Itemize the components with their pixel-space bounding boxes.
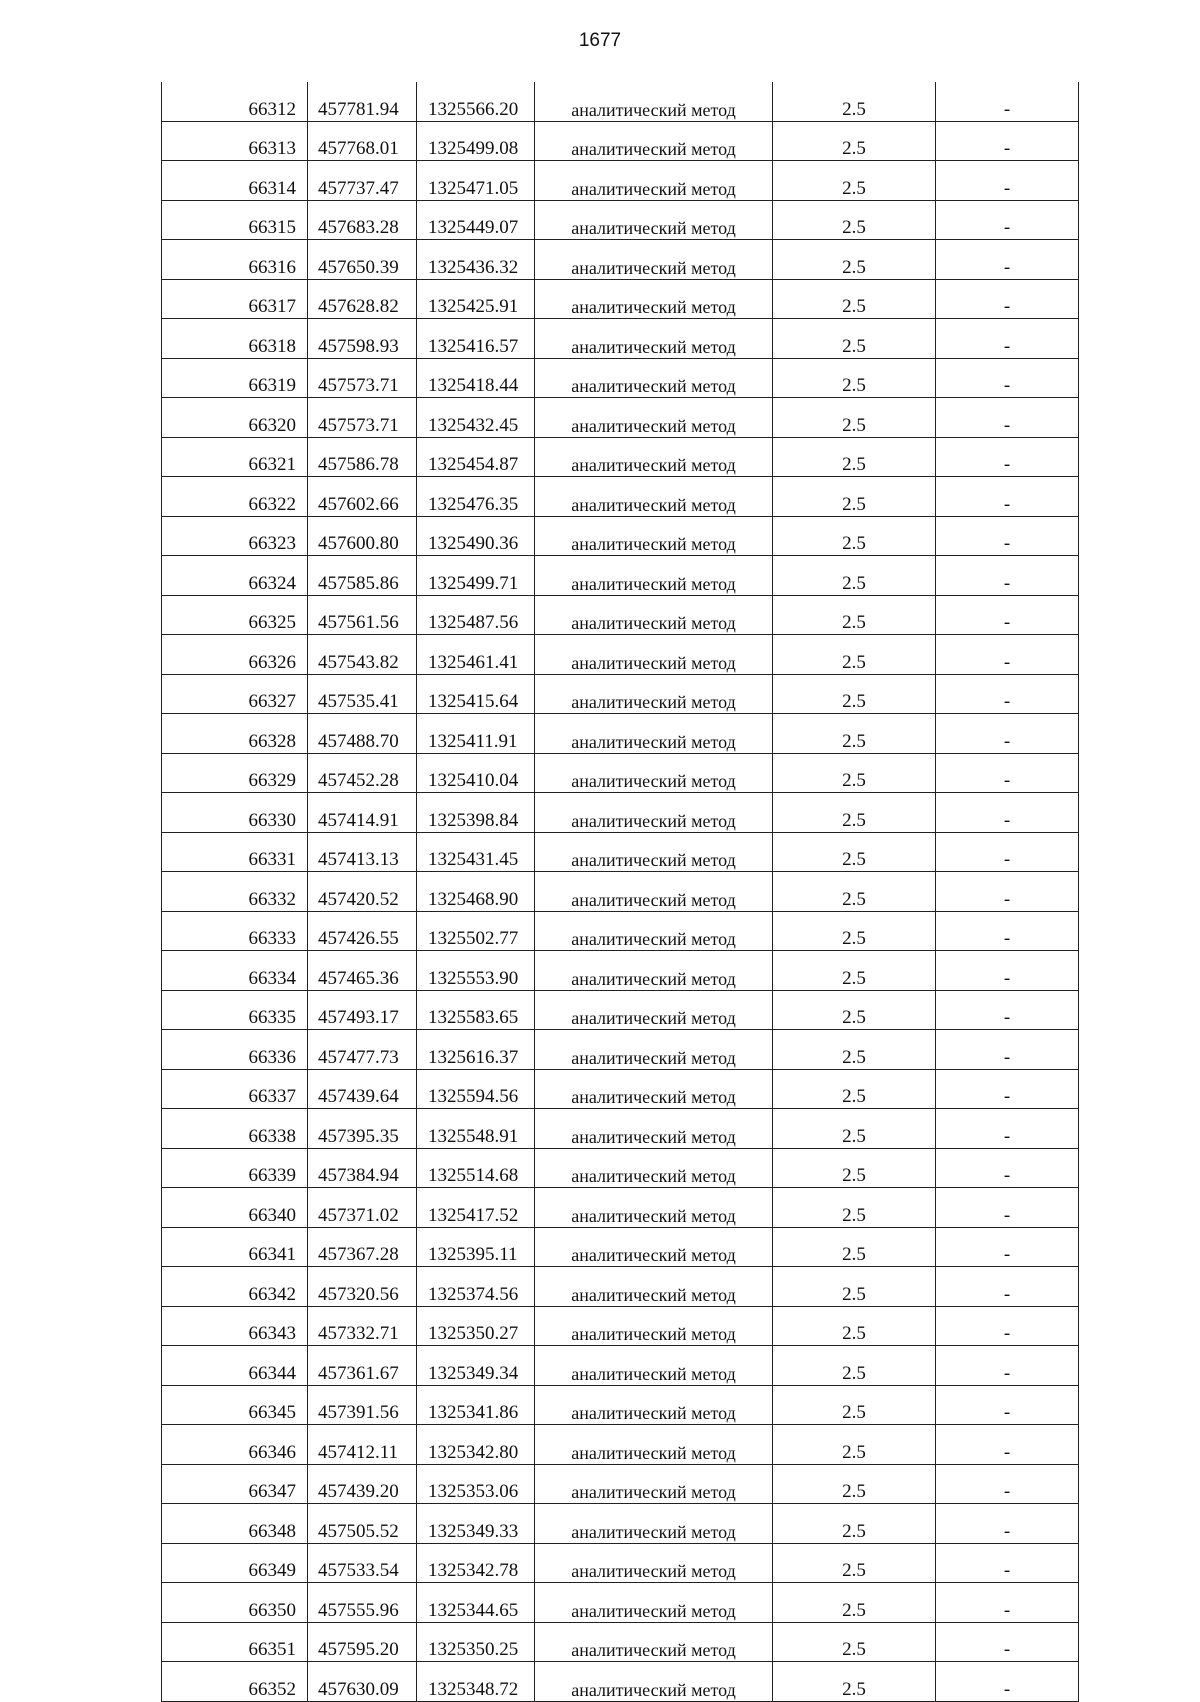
x-coordinate-cell: 457452.28: [308, 753, 417, 793]
table-row: [162, 516, 1079, 556]
y-coordinate-cell: 1325548.91: [417, 1109, 535, 1149]
point-number-cell: 66339: [162, 1148, 308, 1188]
point-number-cell: 66340: [162, 1188, 308, 1228]
y-coordinate-cell: 1325468.90: [417, 872, 535, 912]
x-coordinate-cell: 457477.73: [308, 1030, 417, 1070]
note-cell: -: [936, 1306, 1079, 1346]
y-coordinate-cell: 1325449.07: [417, 200, 535, 240]
x-coordinate-cell: 457371.02: [308, 1188, 417, 1228]
accuracy-cell: 2.5: [773, 1543, 936, 1583]
x-coordinate-cell: 457586.78: [308, 437, 417, 477]
y-coordinate-cell: 1325342.78: [417, 1543, 535, 1583]
accuracy-cell: 2.5: [773, 872, 936, 912]
y-coordinate-cell: 1325490.36: [417, 516, 535, 556]
table-row: [162, 319, 1079, 359]
table-row: [162, 1030, 1079, 1070]
method-cell: аналитический метод: [535, 1464, 773, 1504]
point-number-cell: 66313: [162, 121, 308, 161]
x-coordinate-cell: 457573.71: [308, 358, 417, 398]
note-cell: -: [936, 1662, 1079, 1702]
accuracy-cell: 2.5: [773, 437, 936, 477]
point-number-cell: 66342: [162, 1267, 308, 1307]
method-cell: аналитический метод: [535, 121, 773, 161]
table-row: [162, 1504, 1079, 1544]
point-number-cell: 66317: [162, 279, 308, 319]
table-row: [162, 398, 1079, 438]
y-coordinate-cell: 1325410.04: [417, 753, 535, 793]
note-cell: -: [936, 1385, 1079, 1425]
x-coordinate-cell: 457737.47: [308, 161, 417, 201]
note-cell: -: [936, 516, 1079, 556]
x-coordinate-cell: 457561.56: [308, 595, 417, 635]
y-coordinate-cell: 1325476.35: [417, 477, 535, 517]
method-cell: аналитический метод: [535, 1030, 773, 1070]
note-cell: -: [936, 1583, 1079, 1623]
note-cell: -: [936, 556, 1079, 596]
point-number-cell: 66345: [162, 1385, 308, 1425]
note-cell: -: [936, 1346, 1079, 1386]
x-coordinate-cell: 457650.39: [308, 240, 417, 280]
method-cell: аналитический метод: [535, 872, 773, 912]
note-cell: -: [936, 1227, 1079, 1267]
method-cell: аналитический метод: [535, 990, 773, 1030]
accuracy-cell: 2.5: [773, 240, 936, 280]
accuracy-cell: 2.5: [773, 556, 936, 596]
method-cell: аналитический метод: [535, 635, 773, 675]
table-row: [162, 1385, 1079, 1425]
note-cell: -: [936, 753, 1079, 793]
point-number-cell: 66314: [162, 161, 308, 201]
table-row: [162, 1543, 1079, 1583]
note-cell: -: [936, 674, 1079, 714]
method-cell: аналитический метод: [535, 595, 773, 635]
method-cell: аналитический метод: [535, 714, 773, 754]
method-cell: аналитический метод: [535, 1109, 773, 1149]
table-row: [162, 1188, 1079, 1228]
method-cell: аналитический метод: [535, 1504, 773, 1544]
table-row: [162, 1227, 1079, 1267]
y-coordinate-cell: 1325418.44: [417, 358, 535, 398]
method-cell: аналитический метод: [535, 398, 773, 438]
x-coordinate-cell: 457505.52: [308, 1504, 417, 1544]
y-coordinate-cell: 1325341.86: [417, 1385, 535, 1425]
accuracy-cell: 2.5: [773, 1306, 936, 1346]
table-row: [162, 1069, 1079, 1109]
point-number-cell: 66325: [162, 595, 308, 635]
y-coordinate-cell: 1325454.87: [417, 437, 535, 477]
table-row: [162, 832, 1079, 872]
point-number-cell: 66346: [162, 1425, 308, 1465]
x-coordinate-cell: 457602.66: [308, 477, 417, 517]
accuracy-cell: 2.5: [773, 1385, 936, 1425]
y-coordinate-cell: 1325374.56: [417, 1267, 535, 1307]
y-coordinate-cell: 1325514.68: [417, 1148, 535, 1188]
method-cell: аналитический метод: [535, 437, 773, 477]
table-row: [162, 437, 1079, 477]
point-number-cell: 66312: [162, 82, 308, 121]
accuracy-cell: 2.5: [773, 1583, 936, 1623]
table-row: [162, 793, 1079, 833]
method-cell: аналитический метод: [535, 1346, 773, 1386]
x-coordinate-cell: 457361.67: [308, 1346, 417, 1386]
point-number-cell: 66328: [162, 714, 308, 754]
x-coordinate-cell: 457595.20: [308, 1622, 417, 1662]
method-cell: аналитический метод: [535, 674, 773, 714]
note-cell: -: [936, 872, 1079, 912]
y-coordinate-cell: 1325583.65: [417, 990, 535, 1030]
accuracy-cell: 2.5: [773, 516, 936, 556]
method-cell: аналитический метод: [535, 1148, 773, 1188]
y-coordinate-cell: 1325432.45: [417, 398, 535, 438]
y-coordinate-cell: 1325431.45: [417, 832, 535, 872]
note-cell: -: [936, 595, 1079, 635]
accuracy-cell: 2.5: [773, 398, 936, 438]
note-cell: -: [936, 1188, 1079, 1228]
method-cell: аналитический метод: [535, 1543, 773, 1583]
accuracy-cell: 2.5: [773, 161, 936, 201]
note-cell: -: [936, 714, 1079, 754]
note-cell: -: [936, 82, 1079, 121]
x-coordinate-cell: 457493.17: [308, 990, 417, 1030]
note-cell: -: [936, 1622, 1079, 1662]
y-coordinate-cell: 1325344.65: [417, 1583, 535, 1623]
note-cell: -: [936, 911, 1079, 951]
y-coordinate-cell: 1325349.33: [417, 1504, 535, 1544]
note-cell: -: [936, 1267, 1079, 1307]
y-coordinate-cell: 1325499.08: [417, 121, 535, 161]
note-cell: -: [936, 1109, 1079, 1149]
accuracy-cell: 2.5: [773, 200, 936, 240]
x-coordinate-cell: 457598.93: [308, 319, 417, 359]
y-coordinate-cell: 1325461.41: [417, 635, 535, 675]
method-cell: аналитический метод: [535, 240, 773, 280]
y-coordinate-cell: 1325353.06: [417, 1464, 535, 1504]
note-cell: -: [936, 1030, 1079, 1070]
point-number-cell: 66316: [162, 240, 308, 280]
accuracy-cell: 2.5: [773, 1148, 936, 1188]
method-cell: аналитический метод: [535, 1306, 773, 1346]
method-cell: аналитический метод: [535, 1227, 773, 1267]
table-row: [162, 1346, 1079, 1386]
method-cell: аналитический метод: [535, 1425, 773, 1465]
note-cell: -: [936, 398, 1079, 438]
method-cell: аналитический метод: [535, 753, 773, 793]
accuracy-cell: 2.5: [773, 951, 936, 991]
note-cell: -: [936, 1504, 1079, 1544]
y-coordinate-cell: 1325342.80: [417, 1425, 535, 1465]
point-number-cell: 66352: [162, 1662, 308, 1702]
point-number-cell: 66330: [162, 793, 308, 833]
table-row: [162, 951, 1079, 991]
point-number-cell: 66348: [162, 1504, 308, 1544]
x-coordinate-cell: 457585.86: [308, 556, 417, 596]
y-coordinate-cell: 1325594.56: [417, 1069, 535, 1109]
x-coordinate-cell: 457781.94: [308, 82, 417, 121]
y-coordinate-cell: 1325350.25: [417, 1622, 535, 1662]
x-coordinate-cell: 457320.56: [308, 1267, 417, 1307]
y-coordinate-cell: 1325471.05: [417, 161, 535, 201]
table-row: [162, 1583, 1079, 1623]
x-coordinate-cell: 457391.56: [308, 1385, 417, 1425]
accuracy-cell: 2.5: [773, 82, 936, 121]
x-coordinate-cell: 457683.28: [308, 200, 417, 240]
method-cell: аналитический метод: [535, 319, 773, 359]
point-number-cell: 66335: [162, 990, 308, 1030]
method-cell: аналитический метод: [535, 358, 773, 398]
y-coordinate-cell: 1325487.56: [417, 595, 535, 635]
accuracy-cell: 2.5: [773, 1188, 936, 1228]
accuracy-cell: 2.5: [773, 279, 936, 319]
table-row: [162, 240, 1079, 280]
table-body: [162, 82, 1079, 1701]
accuracy-cell: 2.5: [773, 1662, 936, 1702]
x-coordinate-cell: 457439.64: [308, 1069, 417, 1109]
y-coordinate-cell: 1325350.27: [417, 1306, 535, 1346]
method-cell: аналитический метод: [535, 1188, 773, 1228]
note-cell: -: [936, 319, 1079, 359]
point-number-cell: 66347: [162, 1464, 308, 1504]
note-cell: -: [936, 1543, 1079, 1583]
note-cell: -: [936, 477, 1079, 517]
y-coordinate-cell: 1325395.11: [417, 1227, 535, 1267]
x-coordinate-cell: 457630.09: [308, 1662, 417, 1702]
y-coordinate-cell: 1325425.91: [417, 279, 535, 319]
x-coordinate-cell: 457412.11: [308, 1425, 417, 1465]
note-cell: -: [936, 990, 1079, 1030]
accuracy-cell: 2.5: [773, 121, 936, 161]
note-cell: -: [936, 358, 1079, 398]
method-cell: аналитический метод: [535, 279, 773, 319]
method-cell: аналитический метод: [535, 1622, 773, 1662]
point-number-cell: 66327: [162, 674, 308, 714]
table-row: [162, 161, 1079, 201]
point-number-cell: 66323: [162, 516, 308, 556]
table-row: [162, 82, 1079, 121]
y-coordinate-cell: 1325348.72: [417, 1662, 535, 1702]
point-number-cell: 66349: [162, 1543, 308, 1583]
table-row: [162, 872, 1079, 912]
table-row: [162, 358, 1079, 398]
x-coordinate-cell: 457439.20: [308, 1464, 417, 1504]
point-number-cell: 66318: [162, 319, 308, 359]
table-row: [162, 595, 1079, 635]
method-cell: аналитический метод: [535, 1267, 773, 1307]
note-cell: -: [936, 200, 1079, 240]
table-row: [162, 477, 1079, 517]
method-cell: аналитический метод: [535, 516, 773, 556]
note-cell: -: [936, 1425, 1079, 1465]
note-cell: -: [936, 951, 1079, 991]
accuracy-cell: 2.5: [773, 1030, 936, 1070]
table-row: [162, 1109, 1079, 1149]
point-number-cell: 66351: [162, 1622, 308, 1662]
point-number-cell: 66321: [162, 437, 308, 477]
x-coordinate-cell: 457413.13: [308, 832, 417, 872]
accuracy-cell: 2.5: [773, 595, 936, 635]
x-coordinate-cell: 457465.36: [308, 951, 417, 991]
y-coordinate-cell: 1325566.20: [417, 82, 535, 121]
accuracy-cell: 2.5: [773, 1464, 936, 1504]
table-row: [162, 1306, 1079, 1346]
table-row: [162, 753, 1079, 793]
x-coordinate-cell: 457384.94: [308, 1148, 417, 1188]
accuracy-cell: 2.5: [773, 1622, 936, 1662]
accuracy-cell: 2.5: [773, 1504, 936, 1544]
x-coordinate-cell: 457367.28: [308, 1227, 417, 1267]
note-cell: -: [936, 1148, 1079, 1188]
y-coordinate-cell: 1325502.77: [417, 911, 535, 951]
accuracy-cell: 2.5: [773, 990, 936, 1030]
table-row: [162, 1622, 1079, 1662]
table-row: [162, 1267, 1079, 1307]
note-cell: -: [936, 279, 1079, 319]
note-cell: -: [936, 832, 1079, 872]
table-row: [162, 635, 1079, 675]
note-cell: -: [936, 240, 1079, 280]
accuracy-cell: 2.5: [773, 358, 936, 398]
note-cell: -: [936, 437, 1079, 477]
accuracy-cell: 2.5: [773, 1227, 936, 1267]
x-coordinate-cell: 457543.82: [308, 635, 417, 675]
table-row: [162, 556, 1079, 596]
y-coordinate-cell: 1325499.71: [417, 556, 535, 596]
accuracy-cell: 2.5: [773, 1425, 936, 1465]
accuracy-cell: 2.5: [773, 714, 936, 754]
point-number-cell: 66331: [162, 832, 308, 872]
accuracy-cell: 2.5: [773, 911, 936, 951]
y-coordinate-cell: 1325415.64: [417, 674, 535, 714]
table-row: [162, 714, 1079, 754]
method-cell: аналитический метод: [535, 477, 773, 517]
method-cell: аналитический метод: [535, 1069, 773, 1109]
accuracy-cell: 2.5: [773, 319, 936, 359]
x-coordinate-cell: 457488.70: [308, 714, 417, 754]
method-cell: аналитический метод: [535, 556, 773, 596]
accuracy-cell: 2.5: [773, 1346, 936, 1386]
y-coordinate-cell: 1325416.57: [417, 319, 535, 359]
x-coordinate-cell: 457600.80: [308, 516, 417, 556]
table-row: [162, 121, 1079, 161]
note-cell: -: [936, 1464, 1079, 1504]
accuracy-cell: 2.5: [773, 1267, 936, 1307]
point-number-cell: 66329: [162, 753, 308, 793]
x-coordinate-cell: 457426.55: [308, 911, 417, 951]
point-number-cell: 66324: [162, 556, 308, 596]
x-coordinate-cell: 457628.82: [308, 279, 417, 319]
point-number-cell: 66333: [162, 911, 308, 951]
point-number-cell: 66319: [162, 358, 308, 398]
accuracy-cell: 2.5: [773, 832, 936, 872]
table-row: [162, 279, 1079, 319]
accuracy-cell: 2.5: [773, 674, 936, 714]
y-coordinate-cell: 1325553.90: [417, 951, 535, 991]
note-cell: -: [936, 121, 1079, 161]
x-coordinate-cell: 457555.96: [308, 1583, 417, 1623]
accuracy-cell: 2.5: [773, 793, 936, 833]
x-coordinate-cell: 457573.71: [308, 398, 417, 438]
x-coordinate-cell: 457414.91: [308, 793, 417, 833]
page-number: 1677: [578, 30, 622, 51]
table-row: [162, 1148, 1079, 1188]
method-cell: аналитический метод: [535, 793, 773, 833]
y-coordinate-cell: 1325398.84: [417, 793, 535, 833]
table-row: [162, 1662, 1079, 1702]
point-number-cell: 66337: [162, 1069, 308, 1109]
method-cell: аналитический метод: [535, 1385, 773, 1425]
method-cell: аналитический метод: [535, 1583, 773, 1623]
method-cell: аналитический метод: [535, 161, 773, 201]
note-cell: -: [936, 1069, 1079, 1109]
accuracy-cell: 2.5: [773, 635, 936, 675]
x-coordinate-cell: 457768.01: [308, 121, 417, 161]
point-number-cell: 66315: [162, 200, 308, 240]
point-number-cell: 66332: [162, 872, 308, 912]
point-number-cell: 66326: [162, 635, 308, 675]
point-number-cell: 66322: [162, 477, 308, 517]
table-row: [162, 200, 1079, 240]
table-row: [162, 674, 1079, 714]
accuracy-cell: 2.5: [773, 477, 936, 517]
y-coordinate-cell: 1325349.34: [417, 1346, 535, 1386]
accuracy-cell: 2.5: [773, 1109, 936, 1149]
point-number-cell: 66344: [162, 1346, 308, 1386]
method-cell: аналитический метод: [535, 911, 773, 951]
method-cell: аналитический метод: [535, 82, 773, 121]
y-coordinate-cell: 1325417.52: [417, 1188, 535, 1228]
point-number-cell: 66334: [162, 951, 308, 991]
x-coordinate-cell: 457533.54: [308, 1543, 417, 1583]
point-number-cell: 66336: [162, 1030, 308, 1070]
point-number-cell: 66343: [162, 1306, 308, 1346]
y-coordinate-cell: 1325616.37: [417, 1030, 535, 1070]
y-coordinate-cell: 1325436.32: [417, 240, 535, 280]
method-cell: аналитический метод: [535, 832, 773, 872]
method-cell: аналитический метод: [535, 200, 773, 240]
note-cell: -: [936, 635, 1079, 675]
x-coordinate-cell: 457395.35: [308, 1109, 417, 1149]
point-number-cell: 66341: [162, 1227, 308, 1267]
accuracy-cell: 2.5: [773, 753, 936, 793]
note-cell: -: [936, 161, 1079, 201]
method-cell: аналитический метод: [535, 1662, 773, 1702]
method-cell: аналитический метод: [535, 951, 773, 991]
y-coordinate-cell: 1325411.91: [417, 714, 535, 754]
coordinates-table: [161, 82, 1079, 1702]
table-row: [162, 1425, 1079, 1465]
table-row: [162, 1464, 1079, 1504]
point-number-cell: 66338: [162, 1109, 308, 1149]
x-coordinate-cell: 457535.41: [308, 674, 417, 714]
table-row: [162, 911, 1079, 951]
point-number-cell: 66350: [162, 1583, 308, 1623]
accuracy-cell: 2.5: [773, 1069, 936, 1109]
x-coordinate-cell: 457420.52: [308, 872, 417, 912]
x-coordinate-cell: 457332.71: [308, 1306, 417, 1346]
table-row: [162, 990, 1079, 1030]
point-number-cell: 66320: [162, 398, 308, 438]
note-cell: -: [936, 793, 1079, 833]
